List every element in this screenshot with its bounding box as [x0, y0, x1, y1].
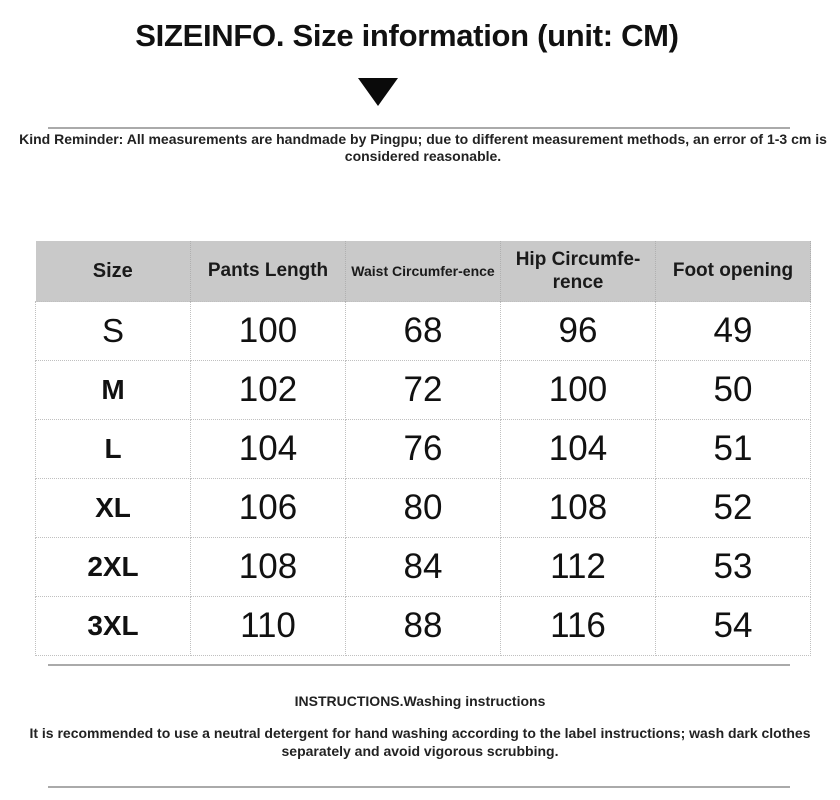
cell-foot-opening: 54 [656, 597, 811, 656]
header-size: Size [36, 241, 191, 302]
cell-waist: 84 [346, 538, 501, 597]
divider-bottom [48, 786, 790, 788]
cell-foot-opening: 49 [656, 302, 811, 361]
cell-waist: 72 [346, 361, 501, 420]
instructions-text: It is recommended to use a neutral detergent for hand washing according to the label instructions; wash dark clothes separately and avoid vigorous scrubbing. [29, 725, 811, 759]
cell-foot-opening: 52 [656, 479, 811, 538]
cell-waist: 76 [346, 420, 501, 479]
header-hip-circumference: Hip Circumfe-rence [501, 241, 656, 302]
cell-pants-length: 104 [191, 420, 346, 479]
header-foot-opening: Foot opening [656, 241, 811, 302]
cell-foot-opening: 50 [656, 361, 811, 420]
header-pants-length: Pants Length [191, 241, 346, 302]
cell-pants-length: 102 [191, 361, 346, 420]
header-waist-circumference: Waist Circumfer-ence [346, 241, 501, 302]
divider-middle [48, 664, 790, 666]
cell-size: XL [36, 479, 191, 538]
cell-waist: 88 [346, 597, 501, 656]
table-row [36, 420, 811, 479]
cell-hip: 112 [501, 538, 656, 597]
cell-pants-length: 100 [191, 302, 346, 361]
page-title: SIZEINFO. Size information (unit: CM) [135, 18, 679, 53]
table-row [36, 302, 811, 361]
cell-hip: 108 [501, 479, 656, 538]
cell-foot-opening: 51 [656, 420, 811, 479]
cell-size: 2XL [36, 538, 191, 597]
cell-size: 3XL [36, 597, 191, 656]
cell-pants-length: 108 [191, 538, 346, 597]
cell-size: S [36, 302, 191, 361]
cell-hip: 116 [501, 597, 656, 656]
table-row [36, 479, 811, 538]
cell-hip: 100 [501, 361, 656, 420]
cell-pants-length: 110 [191, 597, 346, 656]
table-header-row [36, 241, 811, 302]
table-row [36, 538, 811, 597]
cell-hip: 96 [501, 302, 656, 361]
instructions-title: INSTRUCTIONS.Washing instructions [294, 693, 546, 709]
table-row [36, 361, 811, 420]
cell-size: M [36, 361, 191, 420]
cell-foot-opening: 53 [656, 538, 811, 597]
cell-size: L [36, 420, 191, 479]
cell-pants-length: 106 [191, 479, 346, 538]
table-row [36, 597, 811, 656]
down-triangle-icon [358, 78, 398, 106]
cell-hip: 104 [501, 420, 656, 479]
cell-waist: 68 [346, 302, 501, 361]
kind-reminder: Kind Reminder: All measurements are handmade by Pingpu; due to different measurement methods, an error of 1-3 cm is considered reasonable. [19, 131, 827, 164]
cell-waist: 80 [346, 479, 501, 538]
size-table [35, 241, 811, 656]
divider-top [48, 127, 790, 129]
